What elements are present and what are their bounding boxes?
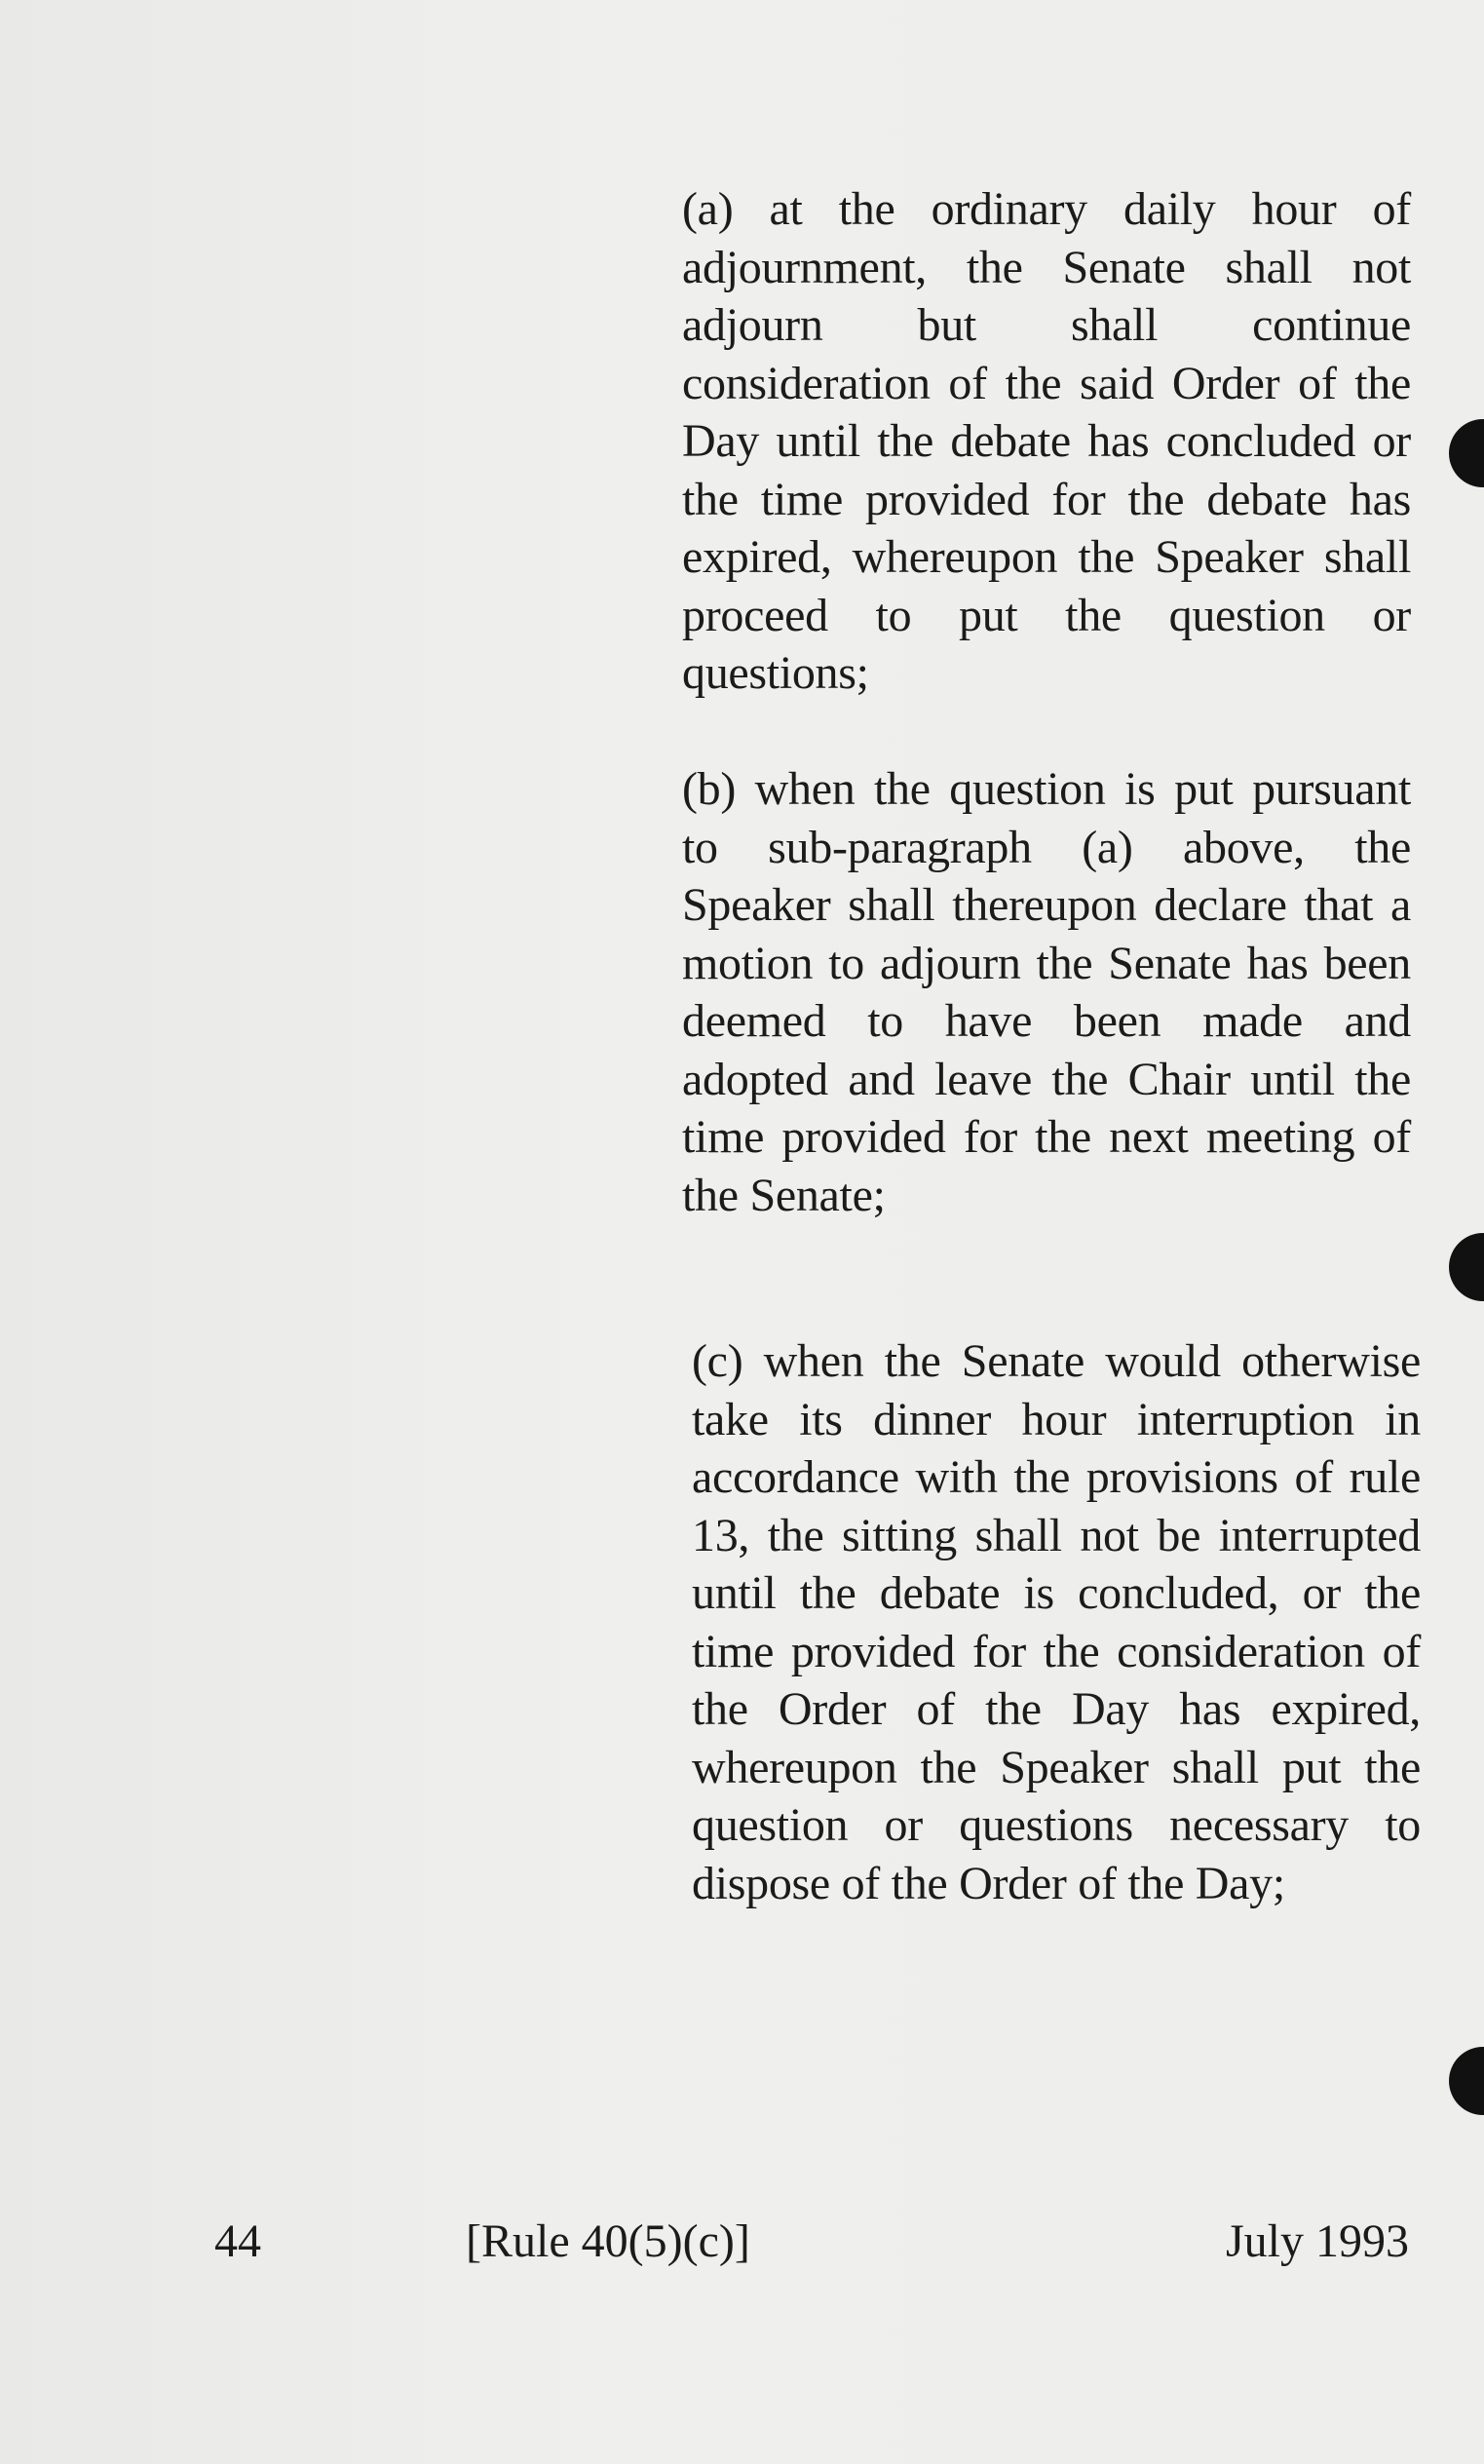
binder-hole-icon xyxy=(1449,1233,1484,1301)
binder-hole-icon xyxy=(1449,2047,1484,2115)
paragraph-c: (c) when the Senate would otherwise take its dinner hour interruption in accordance with the provisions of rule 13, the sitting shall not be interrupted until the debate is concluded, or the time provided for the consideration of the Order of the Day has expired, whereupon the Speaker shall put the question or questions necessary to dispose of the Order of the Day; xyxy=(692,1335,1421,1909)
rule-reference: [Rule 40(5)(c)] xyxy=(466,2215,750,2267)
paragraph-b: (b) when the question is put pursuant to sub-paragraph (a) above, the Speaker shall thereupon declare that a motion to adjourn the Senate has been deemed to have been made and adopted and leave the Chair until the time provided for the next meeting of the Senate; xyxy=(682,763,1411,1221)
paragraph-a: (a) at the ordinary daily hour of adjournment, the Senate shall not adjourn but shall continue consideration of the said Order of the Day until the debate has concluded or the time provided for the debate has expired, whereupon the Speaker shall proceed to put the question or questions; xyxy=(682,183,1411,699)
footer-date: July 1993 xyxy=(1226,2215,1410,2267)
page-number: 44 xyxy=(214,2215,261,2267)
binder-hole-icon xyxy=(1449,419,1484,487)
show-through-decoration xyxy=(448,185,461,244)
